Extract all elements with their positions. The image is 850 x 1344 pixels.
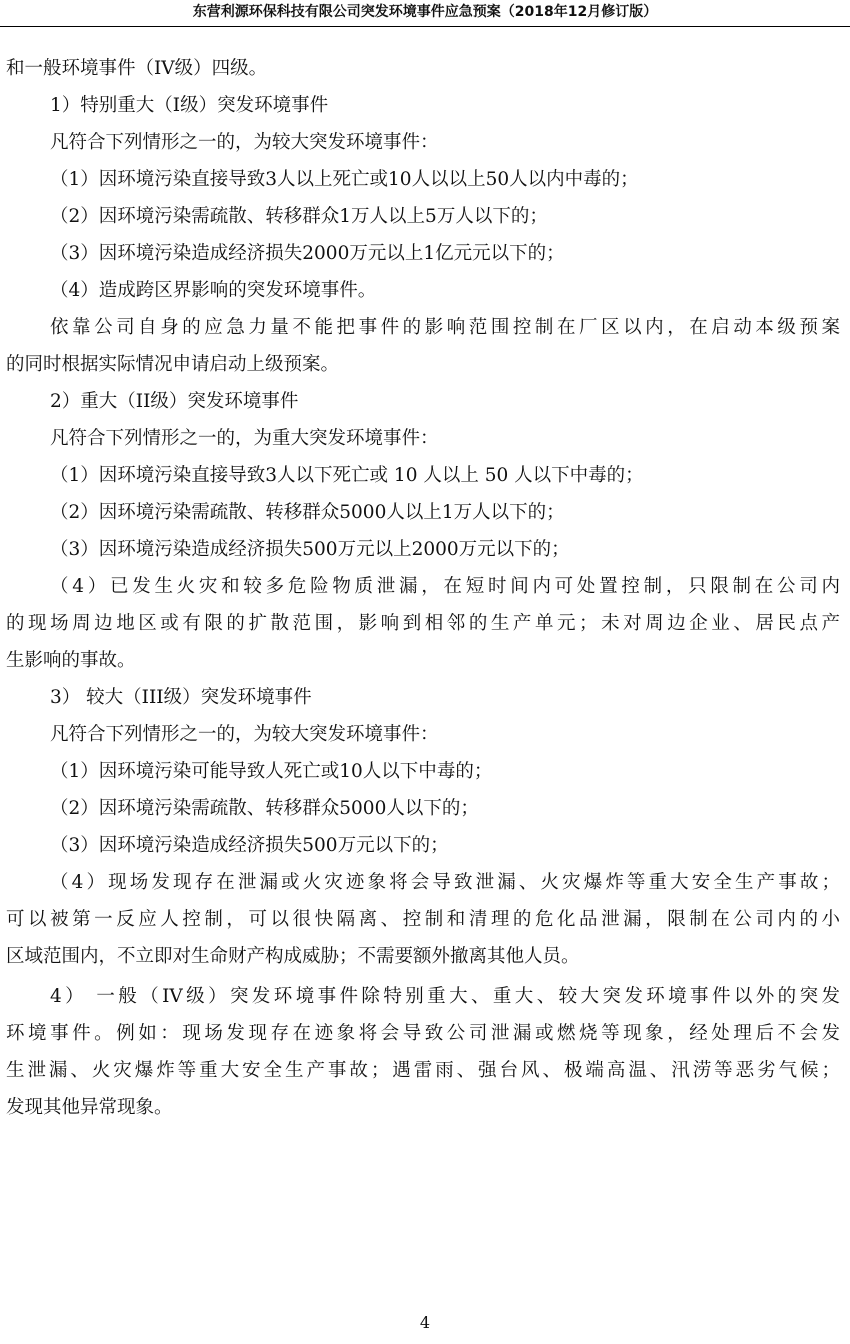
section-heading: 1）特别重大（I级）突发环境事件 [50, 95, 329, 116]
list-item: （2）因环境污染需疏散、转移群众1万人以上5万人以下的； [50, 206, 548, 227]
header-rule [0, 26, 850, 27]
paragraph-line: 的现场周边地区或有限的扩散范围，影响到相邻的生产单元；未对周边企业、居民点产 [6, 613, 840, 634]
page-number: 4 [419, 1313, 431, 1332]
paragraph-line: 生泄漏、火灾爆炸等重大安全生产事故；遇雷雨、强台风、极端高温、汛涝等恶劣气候； [6, 1060, 840, 1081]
list-item: （3）因环境污染造成经济损失2000万元以上1亿元元以下的； [50, 243, 565, 264]
list-item: （4）造成跨区界影响的突发环境事件。 [50, 280, 377, 301]
paragraph-line: 凡符合下列情形之一的，为重大突发环境事件： [50, 428, 439, 449]
paragraph-line: 依靠公司自身的应急力量不能把事件的影响范围控制在厂区以内，在启动本级预案 [50, 317, 840, 338]
paragraph-line: 凡符合下列情形之一的，为较大突发环境事件： [50, 132, 439, 153]
paragraph-line: 环境事件。例如：现场发现存在迹象将会导致公司泄漏或燃烧等现象，经处理后不会发 [6, 1023, 840, 1044]
paragraph-line: 的同时根据实际情况申请启动上级预案。 [6, 354, 340, 375]
section-heading: 4） 一般（IV级）突发环境事件除特别重大、重大、较大突发环境事件以外的突发 [50, 986, 840, 1007]
list-item: （3）因环境污染造成经济损失500万元以上2000万元以下的； [50, 539, 570, 560]
list-item: （2）因环境污染需疏散、转移群众5000人以下的； [50, 798, 479, 819]
document-body [6, 54, 840, 1130]
paragraph-line: 可以被第一反应人控制，可以很快隔离、控制和清理的危化品泄漏，限制在公司内的小 [6, 909, 840, 930]
paragraph-line: 凡符合下列情形之一的，为较大突发环境事件： [50, 724, 439, 745]
list-item: （4）已发生火灾和较多危险物质泄漏，在短时间内可处置控制，只限制在公司内 [50, 576, 840, 597]
list-item: （1）因环境污染直接导致3人以上死亡或10人以以上50人以内中毒的； [50, 169, 639, 190]
list-item: （3）因环境污染造成经济损失500万元以下的； [50, 835, 449, 856]
list-item: （1）因环境污染可能导致人死亡或10人以下中毒的； [50, 761, 493, 782]
paragraph-line: 发现其他异常现象。 [6, 1097, 173, 1118]
list-item: （2）因环境污染需疏散、转移群众5000人以上1万人以下的； [50, 502, 565, 523]
list-item: （1）因环境污染直接导致3人以下死亡或 10 人以上 50 人以下中毒的； [50, 465, 644, 486]
list-item: （4）现场发现存在泄漏或火灾迹象将会导致泄漏、火灾爆炸等重大安全生产事故； [50, 872, 840, 893]
paragraph-line: 和一般环境事件（IV级）四级。 [6, 58, 268, 79]
paragraph-line: 区域范围内，不立即对生命财产构成威胁；不需要额外撤离其他人员。 [6, 946, 580, 967]
section-heading: 2）重大（II级）突发环境事件 [50, 391, 299, 412]
paragraph-line: 生影响的事故。 [6, 650, 136, 671]
section-heading: 3） 较大（III级）突发环境事件 [50, 687, 312, 708]
running-header: 东营利源环保科技有限公司突发环境事件应急预案（2018年12月修订版） [192, 4, 658, 20]
